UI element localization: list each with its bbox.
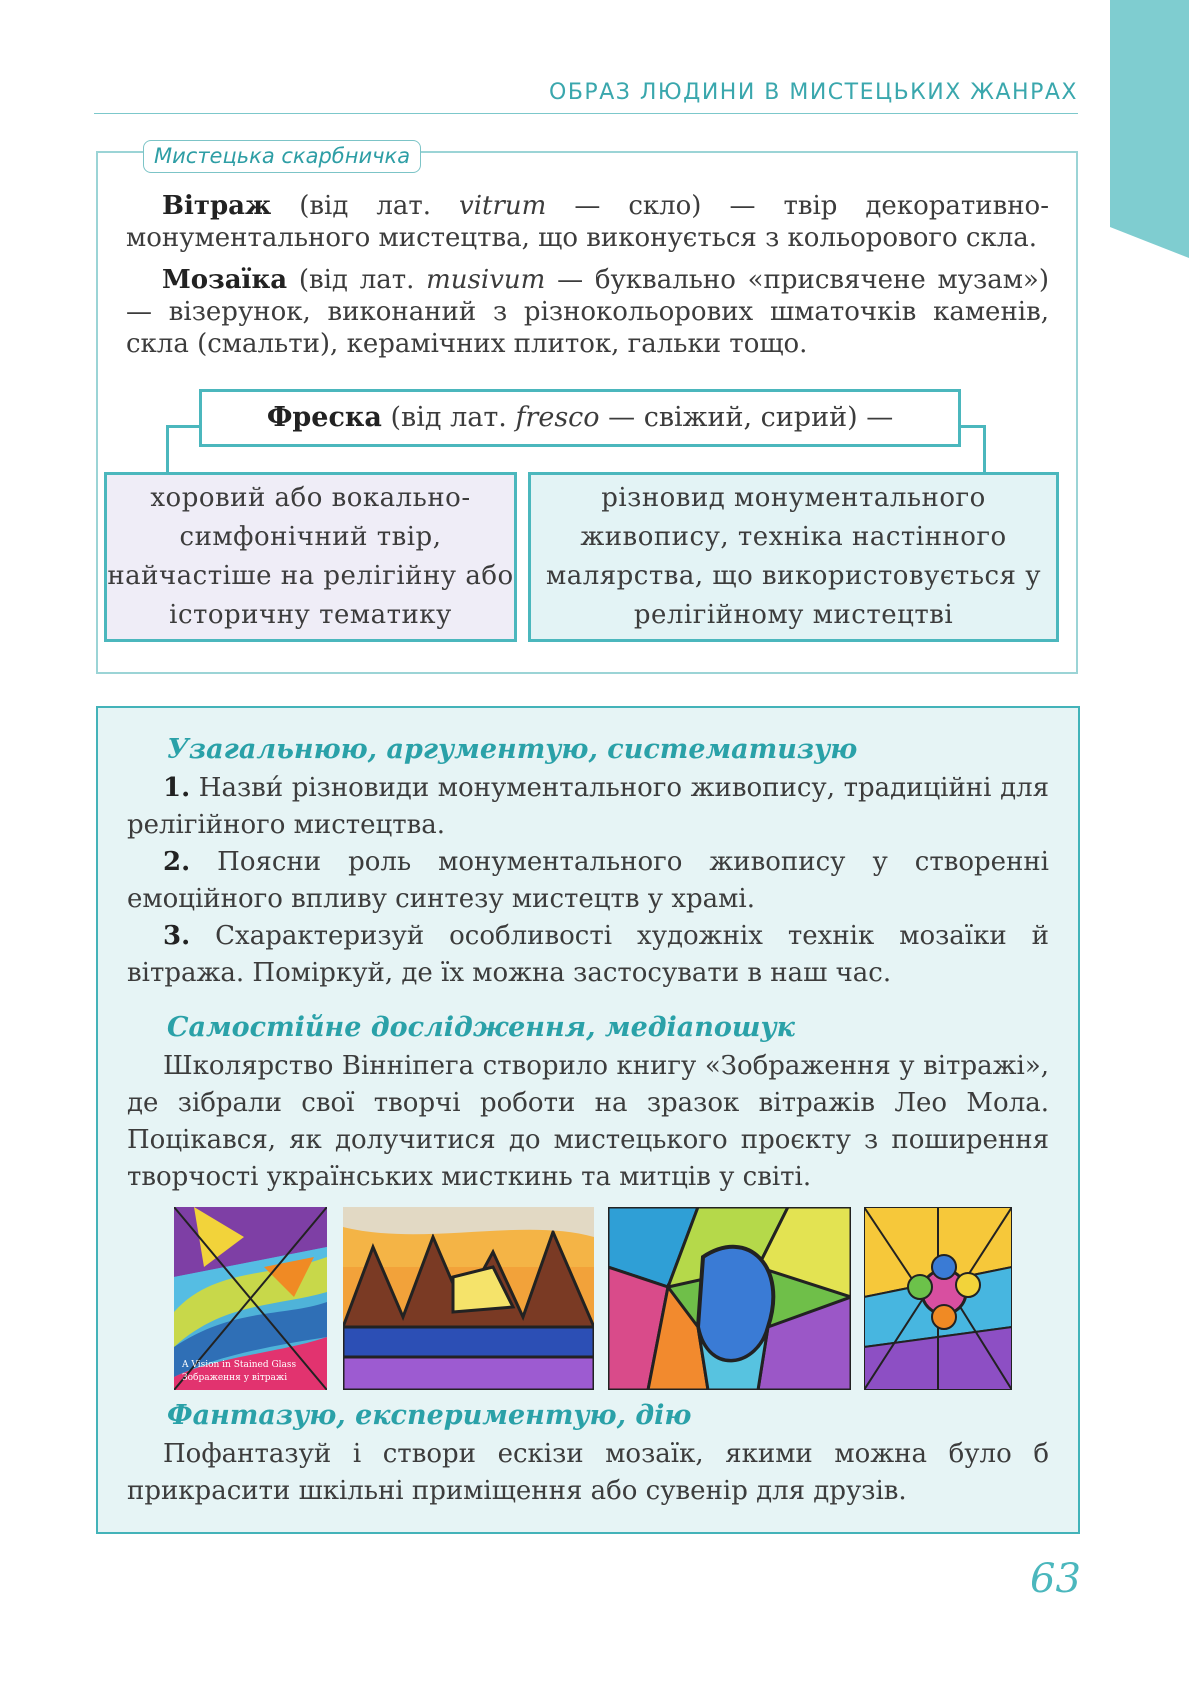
image-mountains-glass: [343, 1207, 594, 1390]
fresco-question-box: [199, 389, 961, 447]
question-2-number: 2.: [163, 847, 191, 877]
image-abstract-glass: [608, 1207, 851, 1390]
term-vitrazh: Вітраж: [162, 191, 272, 221]
fantasy-text: Пофантазуй і створи ескізи мозаїк, якими можна було б прикрасити шкільні приміщення або сувенір для друзів.: [127, 1439, 1049, 1506]
definition-vitrazh: [126, 190, 1049, 254]
connector-right-v: [983, 425, 986, 475]
heading-fantasy: Фантазую, експериментую, дію: [167, 1400, 692, 1431]
fresco-option-painting-text: різновид монументального живопису, техніка настінного малярства, що використовується у релігійному мистецтві: [546, 483, 1041, 630]
fresco-close: — свіжий, сирий) —: [599, 402, 894, 433]
definition-mozaika: [126, 264, 1049, 360]
question-3-number: 3.: [163, 921, 191, 951]
fresco-option-choral[interactable]: [104, 472, 517, 642]
connector-left-v: [166, 425, 169, 475]
question-1-text: Назви́ різновиди монументального живопису, традиційні для релігійного мистецтва.: [127, 773, 1049, 840]
connector-right-h: [958, 425, 986, 428]
chapter-tab: [1110, 0, 1189, 258]
term-mozaika: Мозаїка: [162, 265, 288, 295]
image-flower-glass: [864, 1207, 1012, 1390]
latin-fresco: fresco: [515, 402, 600, 433]
latin-musivum: musivum: [426, 265, 546, 295]
treasury-tag: Мистецька скарбничка: [143, 140, 421, 173]
question-3: [127, 918, 1049, 992]
heading-generalize: Узагальнюю, аргументую, систематизую: [167, 734, 858, 765]
mozaika-text: — буквально «присвячене музам») — візерунок, виконаний з різнокольорових шматочків каменів, скла (смальти), керамічних плиток, гальки тощо.: [126, 265, 1049, 359]
page-number: 63: [1030, 1556, 1081, 1602]
question-2-text: Поясни роль монументального живопису у створенні емоційного впливу синтезу мистецтв у храмі.: [127, 847, 1049, 914]
term-fresco: Фреска: [266, 402, 382, 433]
image-book-cover: [174, 1207, 327, 1390]
latin-vitrum: vitrum: [459, 191, 547, 221]
question-1-number: 1.: [163, 773, 191, 803]
question-3-text: Схарактеризуй особливості художніх технік мозаїки й вітража. Поміркуй, де їх можна застосувати в наш час.: [127, 921, 1049, 988]
question-2: [127, 844, 1049, 918]
book-cover-line1: A Vision in Stained Glass: [182, 1360, 297, 1370]
research-paragraph: [127, 1048, 1049, 1196]
question-1: [127, 770, 1049, 844]
mozaika-open: (від лат.: [287, 265, 427, 295]
header-rule: [94, 113, 1078, 114]
vitrazh-text: — скло) — твір декоративно-монументального мистецтва, що виконується з кольорового скла.: [126, 191, 1049, 253]
book-cover-line2: Зображення у вітражі: [182, 1373, 288, 1383]
fresco-option-choral-text: хоровий або вокально-симфонічний твір, найчастіше на релігійну або історичну тематику: [107, 483, 514, 630]
fantasy-paragraph: [127, 1436, 1049, 1510]
fresco-open: (від лат.: [381, 402, 516, 433]
fresco-option-painting[interactable]: [528, 472, 1059, 642]
vitrazh-open: (від лат.: [271, 191, 460, 221]
research-text: Школярство Вінніпега створило книгу «Зображення у вітражі», де зібрали свої творчі роботи на зразок вітражів Лео Мола. Поцікався, як долучитися до мистецького проєкту з поширення творчості українських мисткинь та митців у світі.: [127, 1051, 1049, 1192]
heading-research: Самостійне дослідження, медіапошук: [167, 1012, 795, 1043]
running-head: ОБРАЗ ЛЮДИНИ В МИСТЕЦЬКИХ ЖАНРАХ: [549, 80, 1078, 105]
connector-left-h: [166, 425, 202, 428]
